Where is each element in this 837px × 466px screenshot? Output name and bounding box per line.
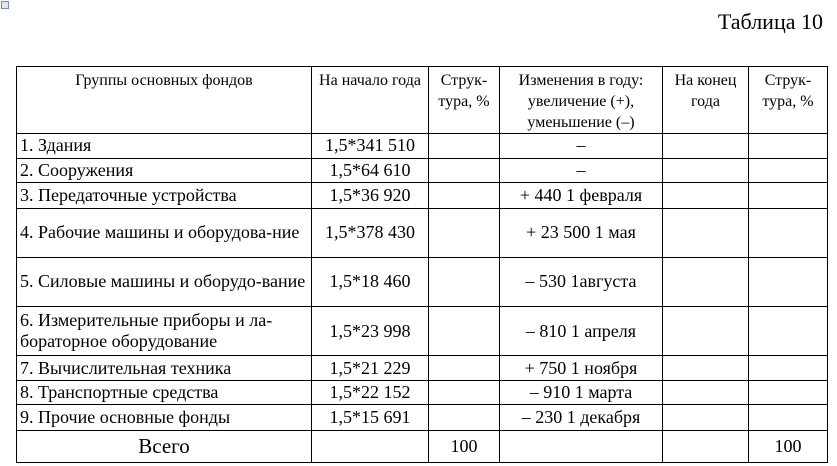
cell-group: 9. Прочие основные фонды	[17, 405, 312, 431]
cell-end	[663, 380, 749, 405]
table-row	[17, 356, 828, 381]
total-start	[312, 431, 429, 463]
cell-structure-end	[749, 307, 828, 356]
cell-start: 1,5*21 229	[312, 356, 429, 381]
cell-group: 2. Сооружения	[17, 158, 312, 183]
cell-structure-start	[429, 380, 500, 405]
cell-end	[663, 208, 749, 257]
cell-structure-start	[429, 208, 500, 257]
header-structure-end: Струк-тура, %	[749, 67, 828, 134]
cell-structure-end	[749, 208, 828, 257]
cell-end	[663, 356, 749, 381]
cell-start: 1,5*378 430	[312, 208, 429, 257]
header-structure-start: Струк-тура, %	[429, 67, 500, 134]
cell-structure-end	[749, 183, 828, 209]
total-structure-end: 100	[749, 431, 828, 463]
cell-structure-start	[429, 134, 500, 159]
header-group: Группы основных фондов	[17, 67, 312, 134]
cell-end	[663, 134, 749, 159]
table-row	[17, 158, 828, 183]
table-row	[17, 208, 828, 257]
cell-change: –	[500, 134, 663, 159]
total-label: Всего	[17, 431, 312, 463]
table-row	[17, 380, 828, 405]
cell-change: – 530 1августа	[500, 257, 663, 306]
cell-structure-end	[749, 405, 828, 431]
total-row	[17, 431, 828, 463]
cell-change: + 750 1 ноября	[500, 356, 663, 381]
anchor-marker-icon	[1, 1, 9, 9]
cell-structure-start	[429, 356, 500, 381]
total-change	[500, 431, 663, 463]
cell-structure-end	[749, 257, 828, 306]
cell-end	[663, 257, 749, 306]
cell-structure-start	[429, 307, 500, 356]
cell-group: 6. Измерительные приборы и ла-бораторное оборудование	[17, 307, 312, 356]
cell-structure-start	[429, 257, 500, 306]
table-caption: Таблица 10	[717, 9, 823, 34]
table-row	[17, 183, 828, 209]
cell-change: – 810 1 апреля	[500, 307, 663, 356]
cell-end	[663, 405, 749, 431]
cell-group: 3. Передаточные устройства	[17, 183, 312, 209]
cell-structure-end	[749, 158, 828, 183]
header-change: Изменения в году: увеличение (+), уменьшение (–)	[500, 67, 663, 134]
cell-structure-end	[749, 380, 828, 405]
fixed-assets-table	[16, 66, 828, 463]
cell-start: 1,5*64 610	[312, 158, 429, 183]
cell-group: 8. Транспортные средства	[17, 380, 312, 405]
cell-end	[663, 158, 749, 183]
cell-group: 5. Силовые машины и оборудо-вание	[17, 257, 312, 306]
cell-group: 4. Рабочие машины и оборудова-ние	[17, 208, 312, 257]
cell-structure-start	[429, 183, 500, 209]
cell-change: – 910 1 марта	[500, 380, 663, 405]
cell-end	[663, 307, 749, 356]
cell-structure-start	[429, 158, 500, 183]
table-row	[17, 405, 828, 431]
cell-structure-start	[429, 405, 500, 431]
total-structure-start: 100	[429, 431, 500, 463]
cell-structure-end	[749, 134, 828, 159]
total-end	[663, 431, 749, 463]
cell-end	[663, 183, 749, 209]
cell-start: 1,5*18 460	[312, 257, 429, 306]
table-row	[17, 307, 828, 356]
table-row	[17, 134, 828, 159]
cell-start: 1,5*36 920	[312, 183, 429, 209]
cell-structure-end	[749, 356, 828, 381]
cell-change: + 23 500 1 мая	[500, 208, 663, 257]
header-end: На конец года	[663, 67, 749, 134]
cell-group: 1. Здания	[17, 134, 312, 159]
cell-group: 7. Вычислительная техника	[17, 356, 312, 381]
cell-change: + 440 1 февраля	[500, 183, 663, 209]
header-row	[17, 67, 828, 134]
cell-start: 1,5*341 510	[312, 134, 429, 159]
table-row	[17, 257, 828, 306]
header-start: На начало года	[312, 67, 429, 134]
cell-start: 1,5*15 691	[312, 405, 429, 431]
cell-start: 1,5*22 152	[312, 380, 429, 405]
cell-change: – 230 1 декабря	[500, 405, 663, 431]
cell-change: –	[500, 158, 663, 183]
cell-start: 1,5*23 998	[312, 307, 429, 356]
